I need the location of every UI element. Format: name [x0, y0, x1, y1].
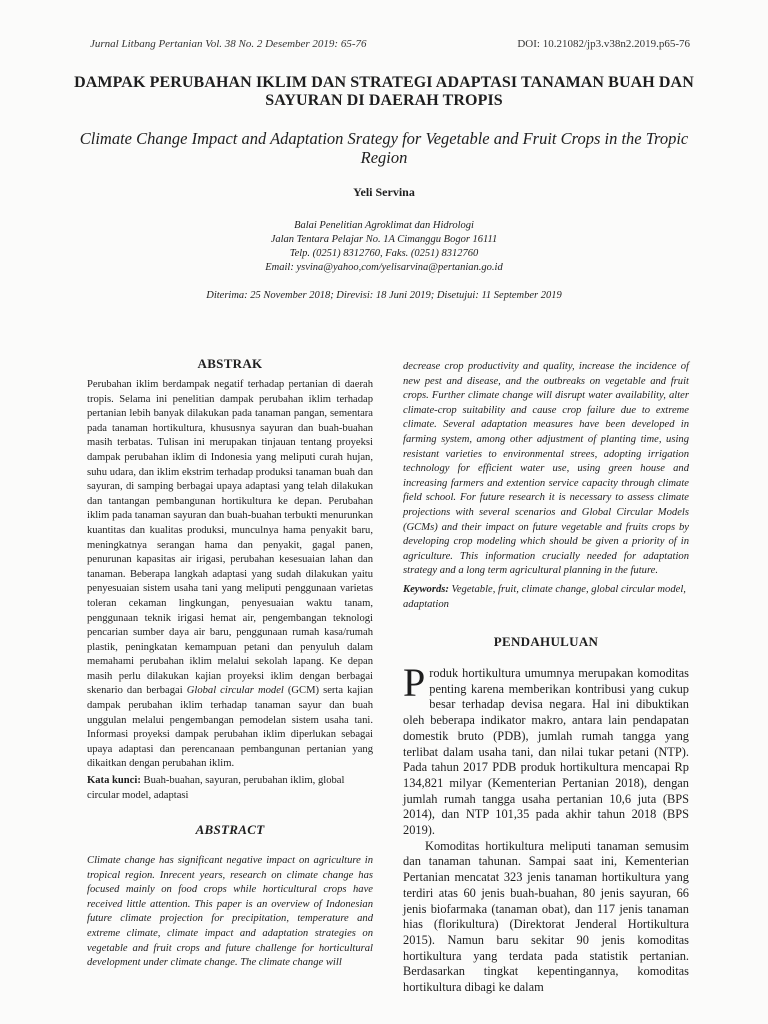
author-name: Yeli Servina: [353, 185, 415, 199]
abstrak-body: [87, 378, 373, 803]
affiliation-email: Email: ysvina@yahoo,com/yelisarvina@pertanian.go.id: [265, 262, 503, 273]
kata-kunci: Kata kunci: Buah-buahan, sayuran, perubahan iklim, global circular model, adaptasi: [87, 775, 345, 801]
title-indonesian: DAMPAK PERUBAHAN IKLIM DAN STRATEGI ADAPTASI TANAMAN BUAH DAN SAYURAN DI DAERAH TROPIS: [74, 74, 694, 109]
affiliation-institution: Balai Penelitian Agroklimat dan Hidrologi: [294, 220, 474, 231]
keywords: Keywords: Vegetable, fruit, climate change, global circular model, adaptation: [403, 583, 686, 610]
running-header: [90, 38, 690, 54]
abstract-heading: ABSTRACT: [195, 822, 265, 837]
abstrak-section: [87, 356, 373, 372]
abstract-continued: [403, 360, 689, 612]
pendahuluan-paragraph-1: Produk hortikultura umumnya merupakan komoditas penting karena memberikan kontribusi yang cukup besar terhadap devisa negara. Hal ini dibuktikan oleh beberapa indikator makro, antara lain pendapatan domestik bruto (PDB), jumlah rumah tangga yang terlibat dalam usaha tani, dan nilai tukar petani (NTP). Pada tahun 2017 PDB produk hortikultura mencapai Rp 134,821 milyar (Kementerian Pertanian 2018), dengan jumlah rumah tangga usaha pertanian 10,6 juta (BPS 2014), dan NTP 101,35 pada akhir tahun 2018 (BPS 2019).: [403, 660, 689, 838]
pendahuluan-body: [403, 660, 689, 996]
submission-dates: Diterima: 25 November 2018; Direvisi: 18 Juni 2019; Disetujui: 11 September 2019: [206, 290, 562, 301]
abstrak-text: Perubahan iklim berdampak negatif terhadap pertanian di daerah tropis. Selama ini penelitian dampak perubahan iklim terhadap pertanian lebih banyak dilakukan pada tanaman pangan, sementara pada tanaman hortikultura, khususnya sayuran dan buah-buahan masih terbatas. Tulisan ini merupakan tinjauan tentang proyeksi dampak perubahan iklim di Indonesia yang meliputi curah hujan, suhu udara, dan iklim ekstrim terhadap produksi tanaman buah dan sayuran, di samping berbagai upaya adaptasi yang telah dilakukan dan tantangan pembangunan hortikultura ke depan. Perubahan iklim pada tanaman sayuran dan buah-buahan terbukti menurunkan kuantitas dan kualitas produksi, munculnya hama penyakit baru, meningkatnya serangan hama dan penyakit, gagal panen, penurunan kapasitas air irigasi, perubahan kesesuaian lahan dan tanaman. Beberapa langkah adaptasi yang sudah dilakukan yaitu penyesuaian sistem usaha tani yang meliputi penggunaan varietas toleran cekaman lingkungan, penyesuaian waktu tanam, penggunaan teknik irigasi hemat air, pengembangan teknologi pencarian sumber daya air baru, penggunaan rumah kasa/rumah plastik, peningkatan kemampuan petani dan penyuluh dalam memahami perubahan iklim melalui sekolah lapang. Ke depan masih perlu dilakukan kajian proyeksi iklim dengan berbagai skenario dan berbagai Global circular model (GCM) serta kajian dampak perubahan iklim terhadap tanaman sayur dan buah unggulan melalui pengembangan pemodelan sistem usaha tani. Informasi proyeksi dampak perubahan iklim diperlukan sebagai upaya adaptasi dan perencanaan pembangunan pertanian yang dikaitkan dengan perubahan iklim.: [87, 379, 373, 770]
affiliation-address: Jalan Tentara Pelajar No. 1A Cimanggu Bogor 16111: [270, 234, 498, 245]
abstract-section: [87, 822, 373, 838]
drop-cap: P: [403, 660, 426, 705]
pendahuluan-heading: PENDAHULUAN: [493, 634, 599, 649]
abstrak-heading: ABSTRAK: [197, 356, 263, 371]
title-english: Climate Change Impact and Adaptation Srategy for Vegetable and Fruit Crops in the Tropic Region: [79, 129, 689, 167]
abstract-text: Climate change has significant negative impact on agriculture in tropical region. Inrecent years, research on climate change has focused mainly on food crops while horticultural crops have received little attention. This paper is an overview of Indonesian future climate projection for precipitation, temperature and extreme climate, climate impact and adaptation strategies on vegetable and fruit crops and future challenge for horticultural development under climate change. The climate change will: [87, 855, 373, 969]
abstract-body: [87, 854, 373, 971]
abstract-text-continued: decrease crop productivity and quality, increase the incidence of new pest and disease, and the outbreaks on vegetable and fruit crops. Further climate change will disrupt water availability, alter climate-crop suitability and cause crop failure due to extreme climate. Several adaptation measures have been developed in farming system, among other adjustment of planting time, using resistant varieties to environmental strees, adopting irrigation technology for efficient water use, using green house and increasing farmers and extention service capacity through climate field school. For future research it is necessary to assess climate projections with several scenarios and Global Circular Models (GCMs) and their impact on future vegetable and fruits crops by developing crop modeling which should be given a priority of in agriculture. This information crucially needed for adaptation strategy and a long term agricultural planning in the future.: [403, 361, 689, 577]
pendahuluan-section: [403, 634, 689, 650]
affiliation: [60, 219, 708, 275]
journal-citation: Jurnal Litbang Pertanian Vol. 38 No. 2 Desember 2019: 65-76: [90, 38, 367, 50]
doi: DOI: 10.21082/jp3.v38n2.2019.p65-76: [517, 38, 690, 50]
affiliation-phone: Telp. (0251) 8312760, Faks. (0251) 8312760: [289, 248, 479, 259]
pendahuluan-paragraph-2: Komoditas hortikultura meliputi tanaman semusim dan tanaman tahunan. Sampai saat ini, Kementerian Pertanian mencatat 323 jenis tanaman hortikultura yang terdiri atas 60 jenis buah-buahan, 80 jenis sayuran, 66 jenis biofarmaka (tanaman obat), dan 117 jenis tanaman hias (florikultura) (Direktorat Jenderal Hortikultura 2015). Namun baru sekitar 90 jenis komoditas hortikultura yang terdata pada statistik pertanian. Berdasarkan tingkat kepentingannya, komoditas hortikultura dibagi ke dalam: [403, 838, 689, 995]
